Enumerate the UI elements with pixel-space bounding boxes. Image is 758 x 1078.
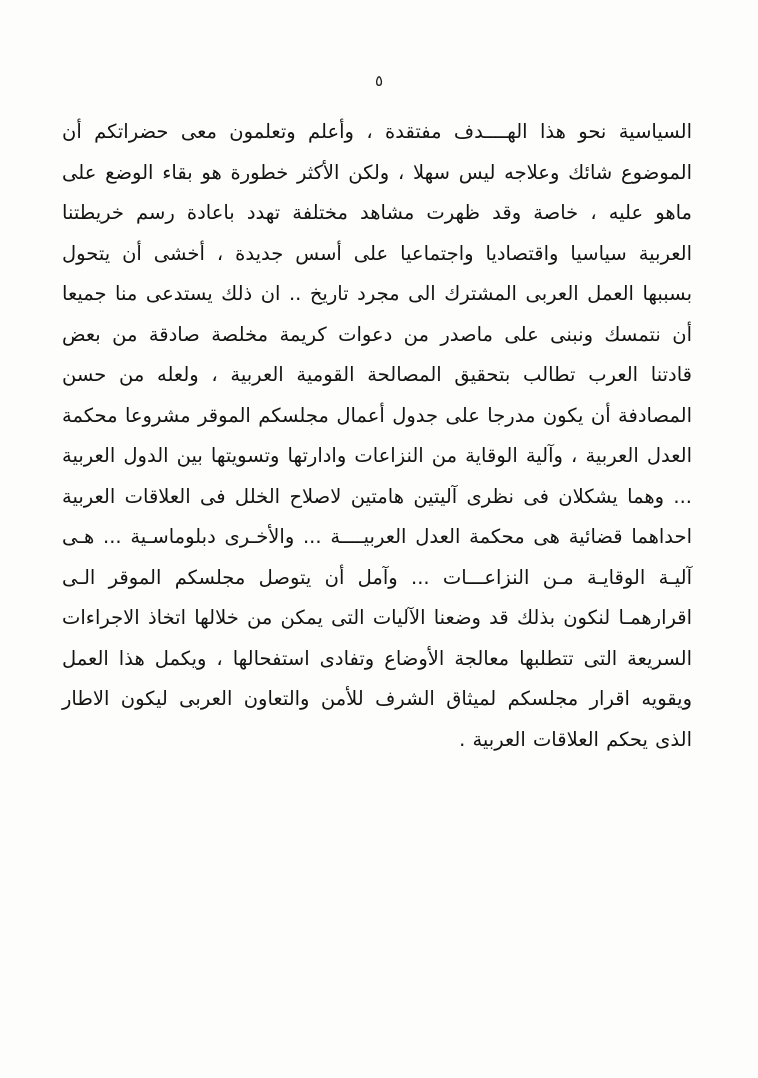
body-text-block xyxy=(62,112,692,760)
body-paragraph: السياسية نحو هذا الهــــدف مفتقدة ، وأعلم وتعلمون معى حضراتكم أن الموضوع شائك وعلاجه ليس سهلا ، ولكن الأكثر خطورة هو بقاء الوضع على ماهو عليه ، خاصة وقد ظهرت مشاهد مختلفة تهدد باعادة رسم خريطتنا العربية سياسيا واقتصاديا واجتماعيا على أسس جديدة ، أخشى أن يتحول بسببها العمل العربى المشترك الى مجرد تاريخ .. ان ذلك يستدعى منا جميعا أن نتمسك ونبنى على ماصدر من دعوات كريمة مخلصة صادقة من بعض قادتنا العرب تطالب بتحقيق المصالحة القومية العربية ، ولعله من حسن المصادفة أن يكون مدرجا على جدول أعمال مجلسكم الموقر مشروعا محكمة العدل العربية ، وآلية الوقاية من النزاعات وادارتها وتسويتها بين الدول العربية ... وهما يشكلان فى نظرى آليتين هامتين لاصلاح الخلل فى العلاقات العربية احداهما قضائية هى محكمة العدل العربيــــة ... والأخـرى دبلوماسـية ... هـى آليـة الوقايـة مـن النزاعـــات ... وآمل أن يتوصل مجلسكم الموقر الـى اقرارهمـا لنكون بذلك قد وضعنا الآليات التى يمكن من خلالها اتخاذ الاجراءات السريعة التى تتطلبها معالجة الأوضاع وتفادى استفحالها ، ويكمل هذا العمل ويقويه اقرار مجلسكم لميثاق الشرف للأمن والتعاون العربى ليكون الاطار الذى يحكم العلاقات العربية . xyxy=(62,120,692,751)
page-number: ٥ xyxy=(374,72,384,90)
